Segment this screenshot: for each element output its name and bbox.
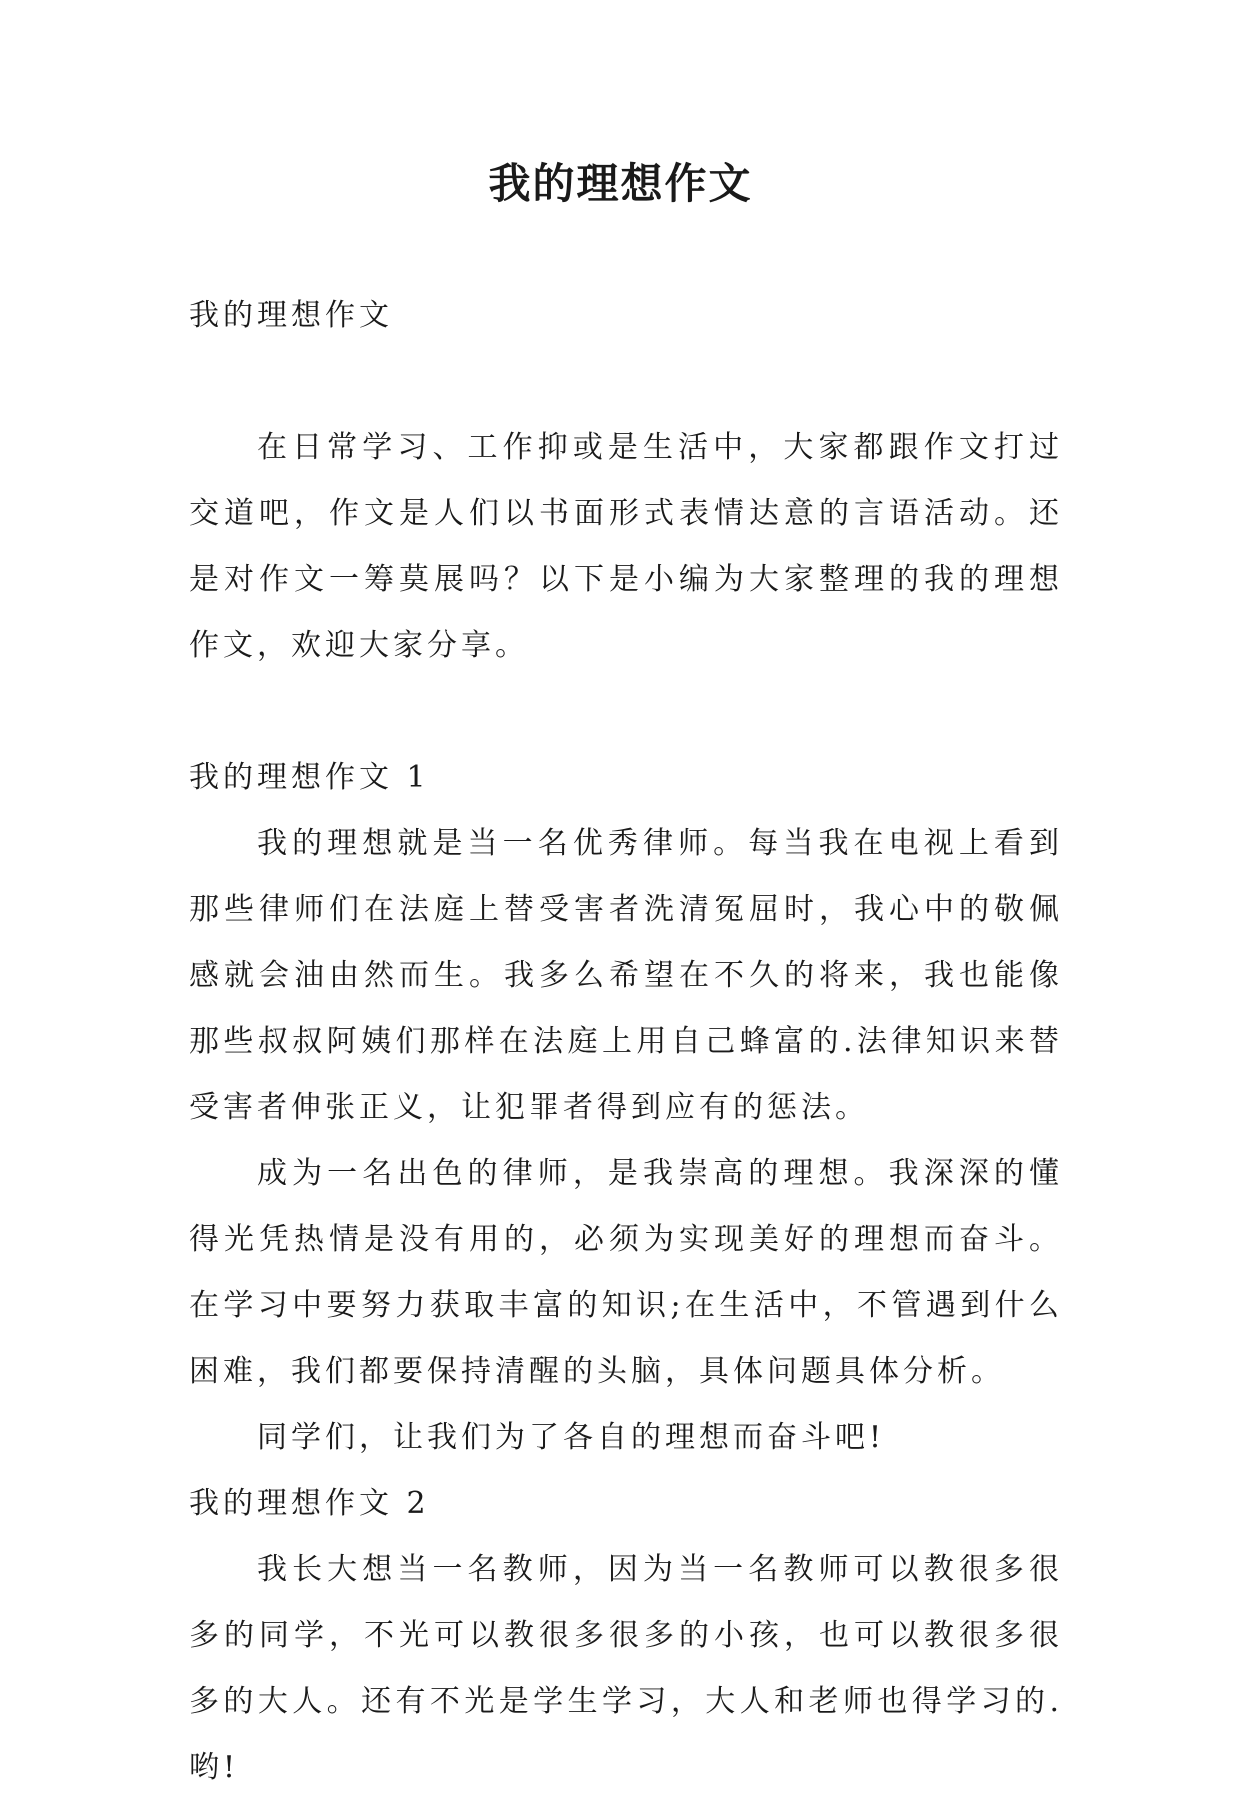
document-subtitle: 我的理想作文: [189, 298, 393, 333]
essay-1-paragraph: 我的理想就是当一名优秀律师。每当我在电视上看到那些律师们在法庭上替受害者洗清冤屈时，我心中的敬佩感就会油由然而生。我多么希望在不久的将来，我也能像那些叔叔阿姨们那样在法庭上用自己蜂富的.法律知识来替受害者伸张正义，让犯罪者得到应有的惩法。: [189, 826, 1063, 1125]
essay-2-heading: 我的理想作文 2: [189, 1486, 430, 1521]
essay-1-paragraph: 同学们，让我们为了各自的理想而奋斗吧!: [257, 1420, 886, 1455]
document-title: 我的理想作文: [488, 159, 753, 208]
intro-paragraph: 在日常学习、工作抑或是生活中，大家都跟作文打过交道吧，作文是人们以书面形式表情达意的言语活动。还是对作文一筹莫展吗？以下是小编为大家整理的我的理想作文，欢迎大家分享。: [189, 430, 1063, 663]
essay-2-paragraph: 我长大想当一名教师，因为当一名教师可以教很多很多的同学，不光可以教很多很多的小孩，也可以教很多很多的大人。还有不光是学生学习，大人和老师也得学习的.哟!: [189, 1552, 1063, 1785]
essay-1-paragraph: 成为一名出色的律师，是我崇高的理想。我深深的懂得光凭热情是没有用的，必须为实现美好的理想而奋斗。在学习中要努力获取丰富的知识;在生活中，不管遇到什么困难，我们都要保持清醒的头脑，具体问题具体分析。: [189, 1156, 1063, 1389]
document-body: [189, 283, 1063, 1801]
essay-1-heading: 我的理想作文 1: [189, 760, 430, 795]
